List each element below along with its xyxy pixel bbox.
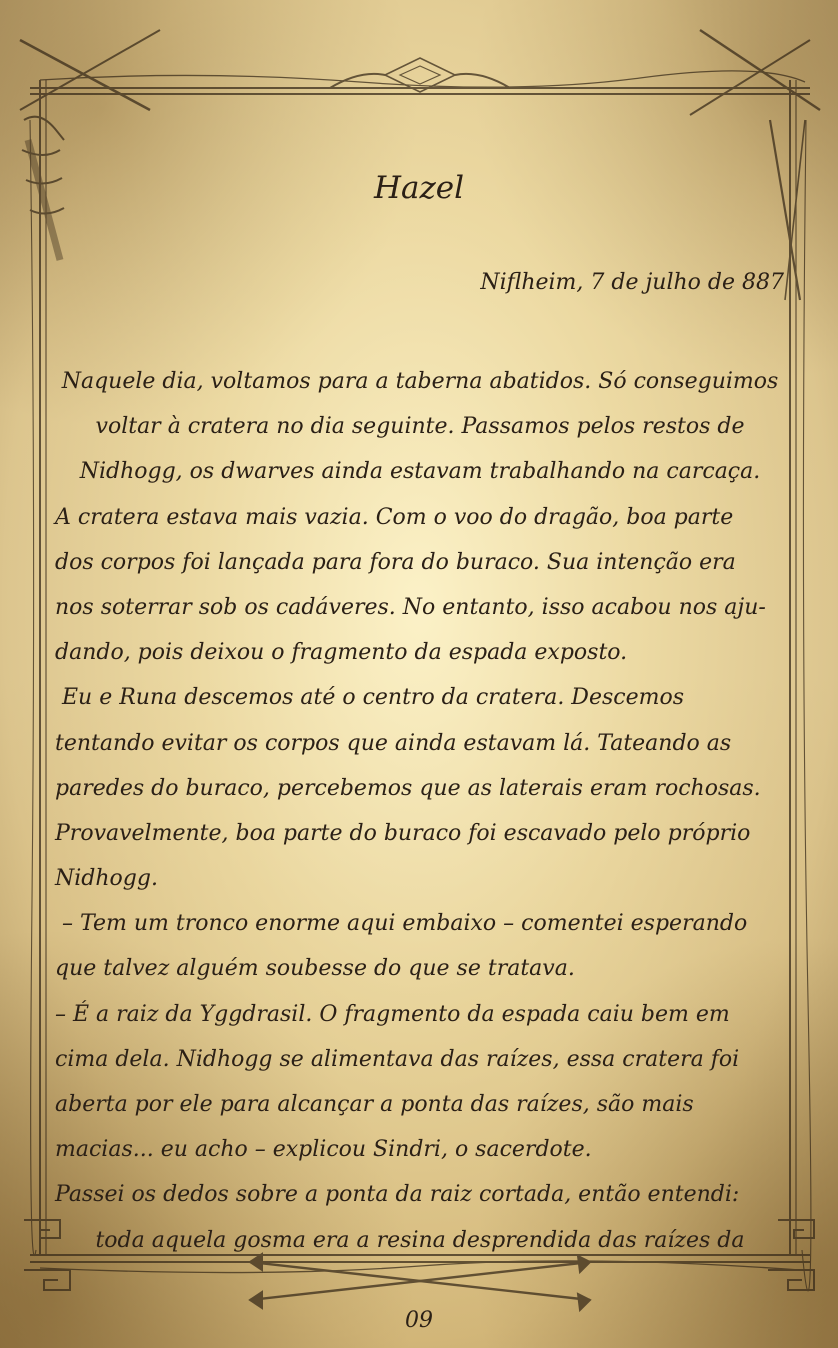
text-line: Nidhogg. — [55, 866, 158, 892]
text-line: Provavelmente, boa parte do buraco foi escavado pelo próprio — [55, 820, 751, 846]
text-line: dando, pois deixou o fragmento da espada exposto. — [55, 640, 628, 666]
text-line: aberta por ele para alcançar a ponta das raízes, são mais — [55, 1092, 694, 1117]
chapter-title: Hazel — [373, 170, 465, 206]
text-line: paredes do buraco, percebemos que as laterais eram rochosas. — [55, 775, 761, 801]
text-line: Eu e Runa descemos até o centro da cratera. Descemos — [55, 685, 684, 711]
text-line: Passei os dedos sobre a ponta da raiz cortada, então entendi: — [55, 1182, 740, 1208]
text-line: toda aquela gosma era a resina desprendida das raízes da — [95, 1227, 745, 1253]
text-line: Naquele dia, voltamos para a taberna abatidos. Só conseguimos — [61, 369, 779, 394]
text-line: macias... eu acho – explicou Sindri, o sacerdote. — [55, 1137, 592, 1163]
text-line: voltar à cratera no dia seguinte. Passamos pelos restos de — [95, 414, 745, 440]
text-line: que talvez alguém soubesse do que se tratava. — [55, 956, 575, 982]
text-line: dos corpos foi lançada para fora do buraco. Sua intenção era — [55, 549, 736, 575]
text-line: A cratera estava mais vazia. Com o voo do dragão, boa parte — [55, 504, 734, 530]
text-line: cima dela. Nidhogg se alimentava das raízes, essa cratera foi — [55, 1046, 740, 1072]
text-line: nos soterrar sob os cadáveres. No entanto, isso acabou nos aju- — [55, 594, 766, 620]
text-line: tentando evitar os corpos que ainda estavam lá. Tateando as — [55, 730, 732, 756]
text-line: – Tem um tronco enorme aqui embaixo – comentei esperando — [55, 911, 748, 937]
page-number: 09 — [405, 1308, 433, 1333]
dateline: Niflheim, 7 de julho de 887 — [480, 270, 784, 295]
text-line: Nidhogg, os dwarves ainda estavam trabalhando na carcaça. — [79, 459, 761, 485]
text-line: – É a raiz da Yggdrasil. O fragmento da espada caiu bem em — [55, 1001, 730, 1027]
body-text — [55, 359, 785, 1263]
